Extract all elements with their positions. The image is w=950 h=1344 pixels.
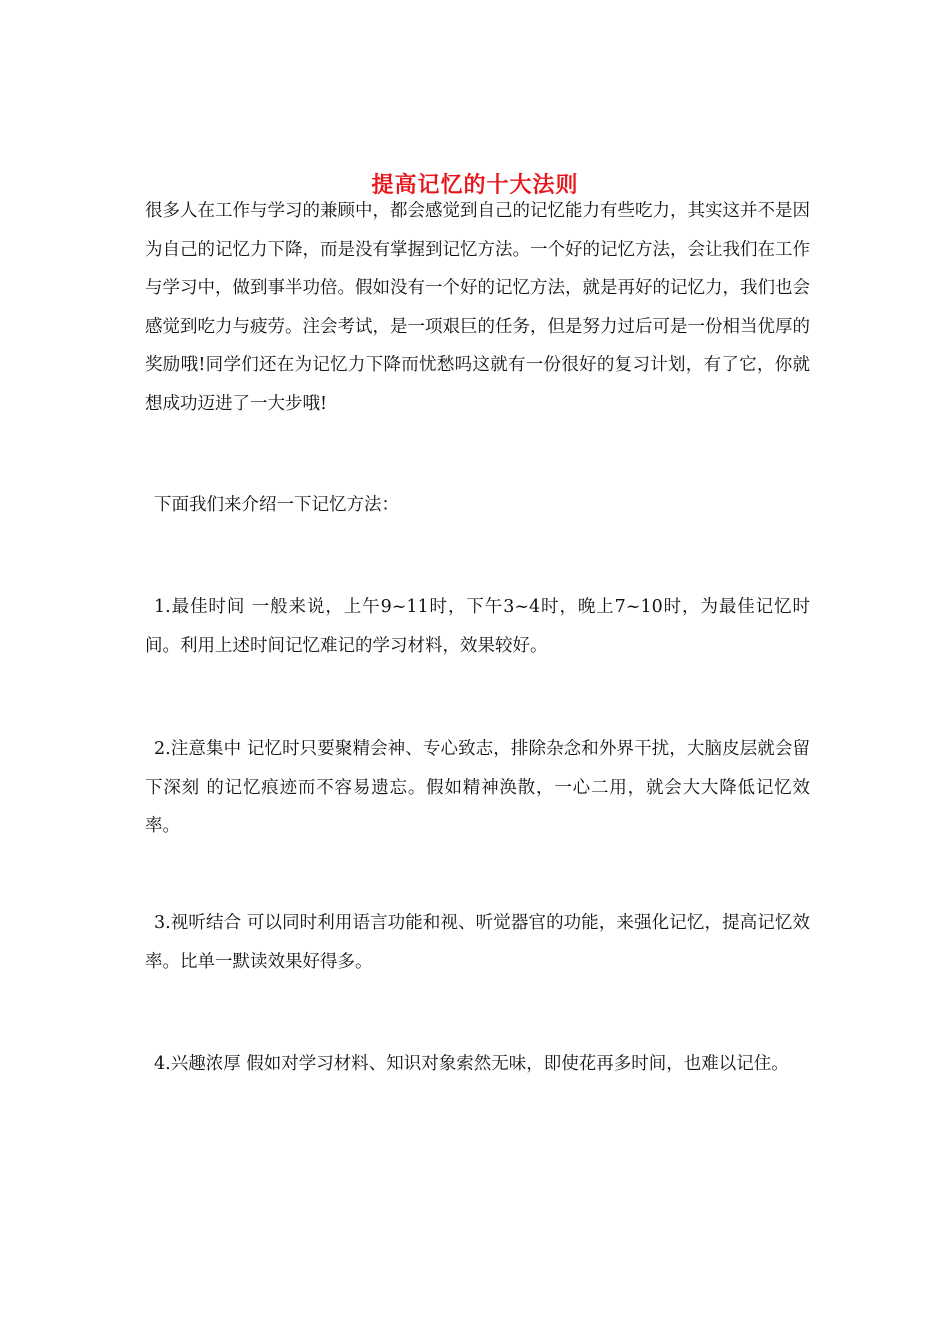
method-item-2-heading: 2.注意集中: [154, 739, 242, 759]
method-item-4-heading: 4.兴趣浓厚: [154, 1054, 241, 1074]
method-item-3-heading: 3.视听结合: [154, 913, 242, 933]
lead-paragraph: 下面我们来介绍一下记忆方法：: [154, 495, 399, 515]
method-item-4: [145, 1045, 810, 1084]
method-item-3-text: 可以同时利用语言功能和视、听觉器官的功能，来强化记忆，提高记忆效率。比单一默读效果好得多。: [145, 913, 810, 972]
method-item-4-text: 假如对学习材料、知识对象索然无味，即使花再多时间，也难以记住。: [240, 1054, 789, 1074]
method-item-1-text: 一般来说，上午9~11时，下午3~4时，晚上7~10时，为最佳记忆时间。利用上述时间记忆难记的学习材料，效果较好。: [145, 597, 811, 656]
intro-paragraph: 很多人在工作与学习的兼顾中，都会感觉到自己的记忆能力有些吃力，其实这并不是因为自己的记忆力下降，而是没有掌握到记忆方法。一个好的记忆方法，会让我们在工作与学习中，做到事半功倍。假如没有一个好的记忆方法，就是再好的记忆力，我们也会感觉到吃力与疲劳。注会考试，是一项艰巨的任务，但是努力过后可是一份相当优厚的奖励哦!同学们还在为记忆力下降而忧愁吗这就有一份很好的复习计划，有了它，你就想成功迈进了一大步哦!: [145, 201, 810, 414]
method-item-2: [145, 730, 810, 846]
method-item-2-text: 记忆时只要聚精会神、专心致志，排除杂念和外界干扰，大脑皮层就会留下深刻 的记忆痕迹而不容易遗忘。假如精神涣散，一心二用，就会大大降低记忆效率。: [145, 739, 810, 836]
document-title: 提高记忆的十大法则: [371, 171, 579, 198]
method-item-1-heading: 1.最佳时间: [154, 597, 246, 617]
method-item-1: [145, 588, 810, 665]
method-item-3: [145, 904, 810, 981]
